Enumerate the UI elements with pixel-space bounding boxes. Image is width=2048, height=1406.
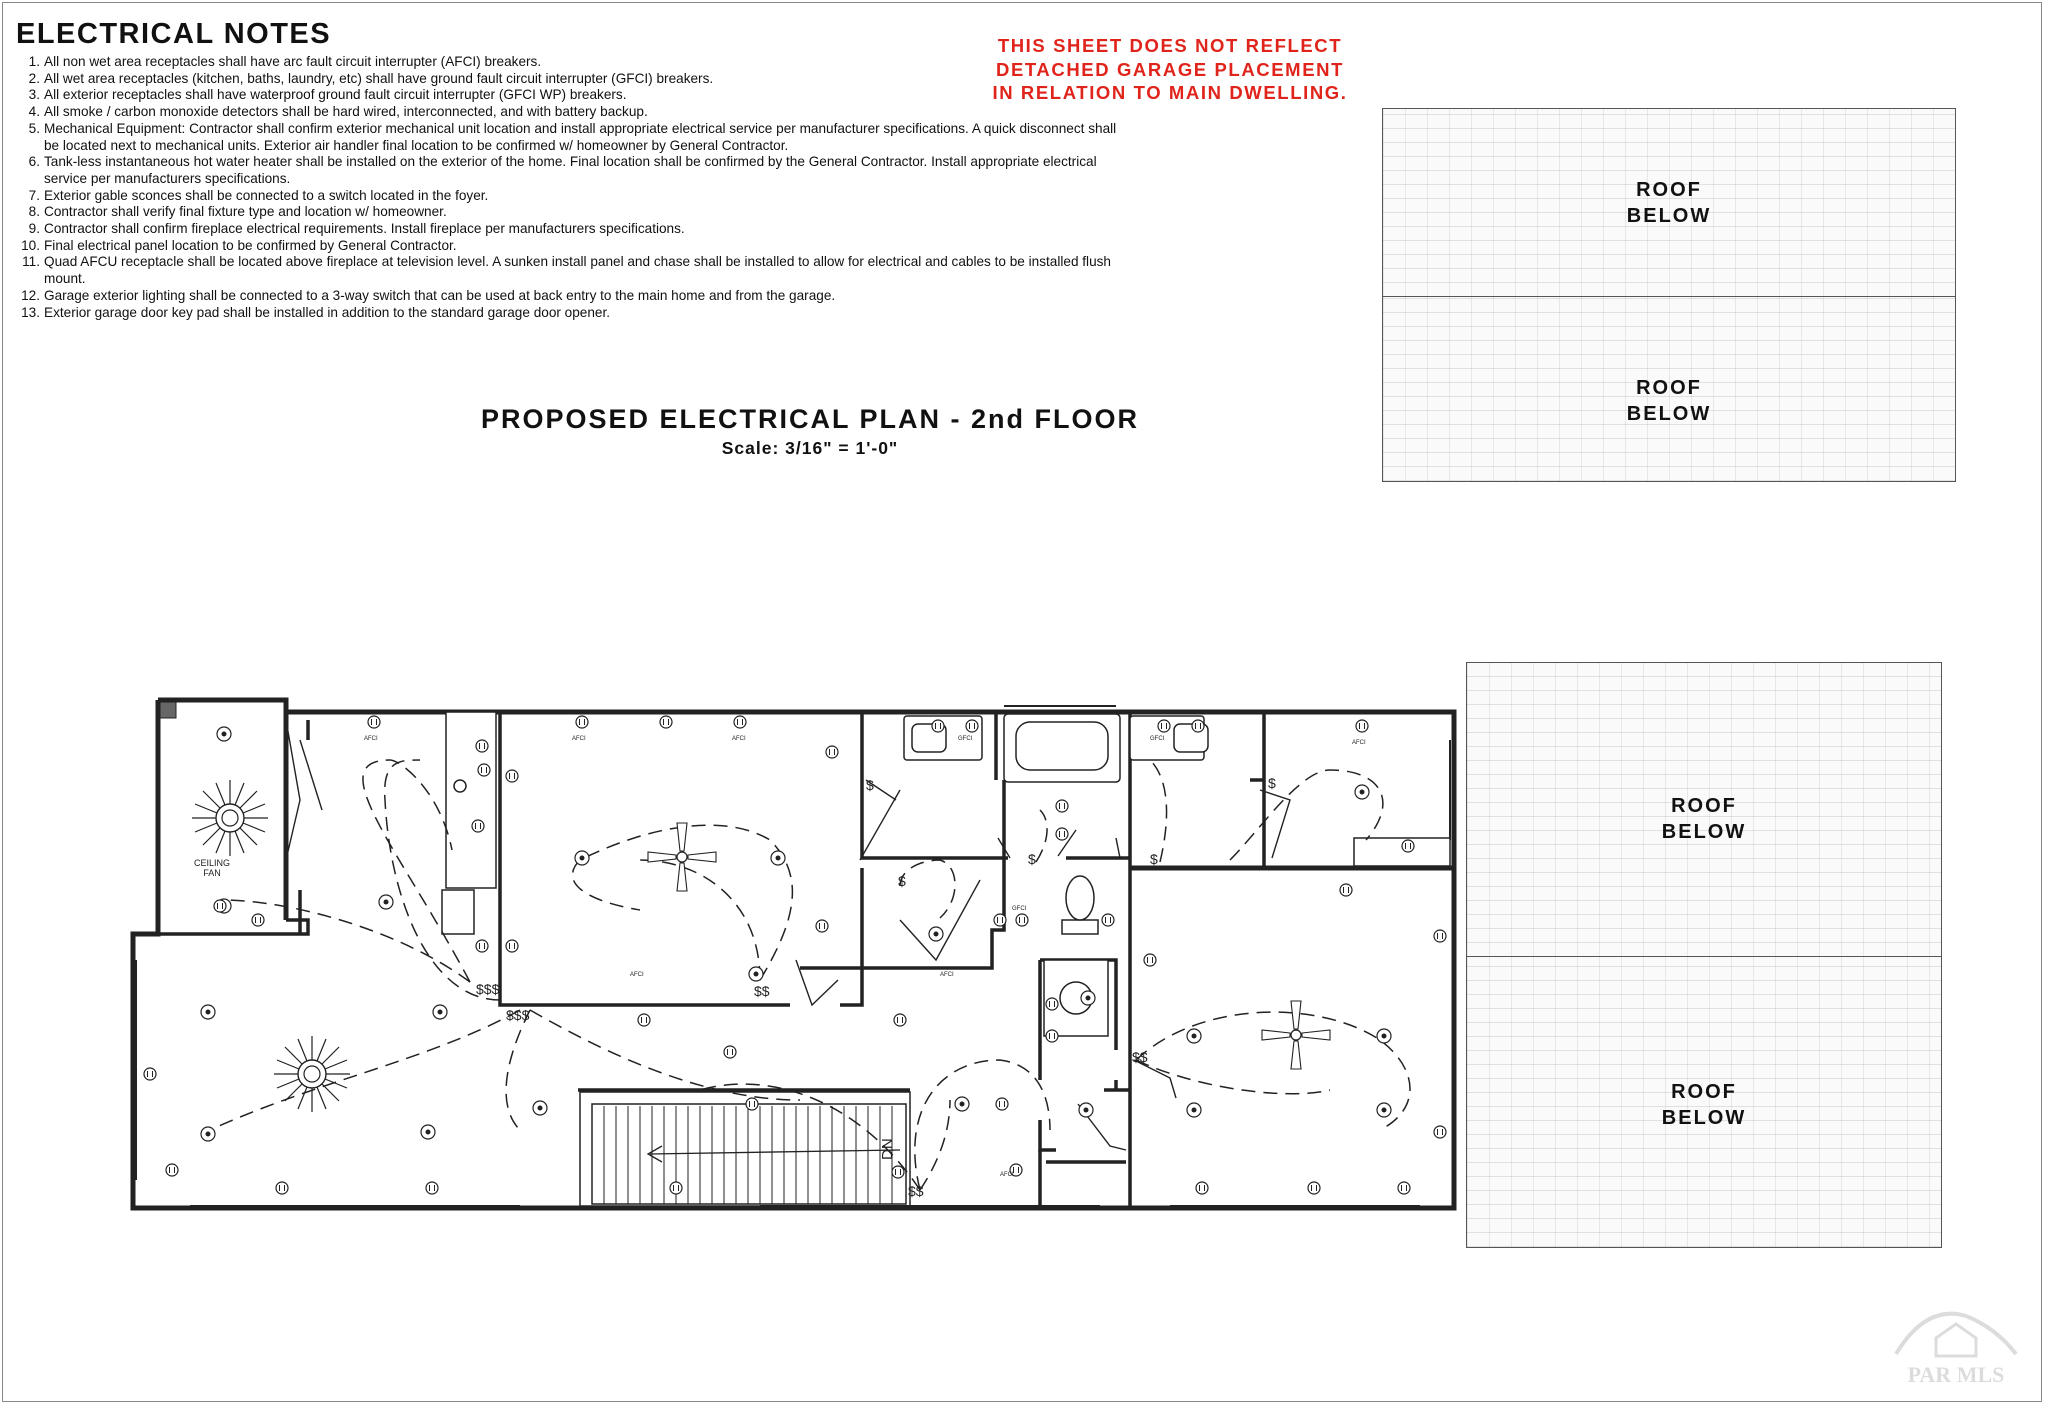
note-text: All wet area receptacles (kitchen, baths, laundry, etc) shall have ground fault circuit interrupter (GFCI) breakers. <box>44 70 714 86</box>
roof-below-label: ROOF BELOW <box>1661 1081 1747 1129</box>
ceiling-fan-label: FAN <box>203 868 221 878</box>
ceiling-fan-icon <box>274 1036 350 1112</box>
afci-label: AFCI <box>364 736 378 742</box>
note-number: 10. <box>21 237 40 253</box>
plan-title: PROPOSED ELECTRICAL PLAN - 2nd FLOOR <box>480 404 1140 434</box>
light-fixtures <box>201 727 1391 1141</box>
note-text: Garage exterior lighting shall be connected to a 3-way switch that can be used at back entry to the main home and from the garage. <box>44 287 836 303</box>
note-text: Exterior gable sconces shall be connected to a switch located in the foyer. <box>44 187 489 203</box>
stair-arrow <box>648 1146 900 1162</box>
afci-label: AFCI <box>732 736 746 742</box>
roof-below-label: ROOF BELOW <box>1661 795 1747 843</box>
roof-below-label: ROOF BELOW <box>1626 377 1712 425</box>
afci-label: AFCI <box>1352 740 1366 746</box>
note-text: Contractor shall verify final fixture type and location w/ homeowner. <box>44 204 447 220</box>
warning-line: DETACHED GARAGE PLACEMENT <box>996 58 1344 80</box>
wiring-runs <box>210 760 1410 1190</box>
switch-label: $ <box>1150 851 1158 867</box>
note-number: 3. <box>28 87 40 103</box>
roof-below-label: ROOF BELOW <box>1626 179 1712 227</box>
note-text: All exterior receptacles shall have waterproof ground fault circuit interrupter (GFCI WP) breakers. <box>44 87 627 103</box>
note-number: 1. <box>28 54 40 69</box>
note-number: 6. <box>28 154 40 170</box>
afci-label: AFCI <box>630 972 644 978</box>
ceiling-fan-icon <box>648 823 716 891</box>
afci-label: AFCI <box>572 736 586 742</box>
switch-label: $$ <box>1132 1049 1148 1065</box>
stair <box>580 1092 910 1206</box>
door-swings <box>286 720 1290 1150</box>
note-number: 7. <box>28 187 40 203</box>
exterior-walls <box>133 700 1454 1208</box>
note-number: 9. <box>28 221 40 237</box>
note-number: 2. <box>28 70 40 86</box>
ceiling-fan-icon <box>192 780 268 856</box>
warning-line: IN RELATION TO MAIN DWELLING. <box>992 82 1348 103</box>
switch-label: $ <box>866 777 874 793</box>
stair-treads <box>604 1106 892 1204</box>
switch-label: $$$ <box>476 981 500 997</box>
switch-label: $ <box>1028 851 1036 867</box>
note-text: Exterior garage door key pad shall be installed in addition to the standard garage door opener. <box>44 304 611 320</box>
note-text: Mechanical Equipment: Contractor shall confirm exterior mechanical unit location and install appropriate electrical service per manufacturer specifications. A quick disconnect shall be located next to mechanical units. Exterior air handler final location to be confirmed w/ homeowner by General Contractor. <box>44 120 1117 153</box>
switch-label: $$ <box>754 983 770 999</box>
switch-label: $ <box>1268 775 1276 791</box>
note-number: 5. <box>28 120 40 136</box>
note-text: Final electrical panel location to be confirmed by General Contractor. <box>44 237 457 253</box>
note-number: 13. <box>21 304 40 320</box>
watermark-text: PAR MLS <box>1907 1362 2005 1387</box>
gfci-label: GFCI <box>1012 906 1027 912</box>
afci-label: AFCI <box>940 972 954 978</box>
switch-label: $ <box>898 873 906 889</box>
note-text: All non wet area receptacles shall have arc fault circuit interrupter (AFCI) breakers. <box>44 54 542 69</box>
note-number: 4. <box>28 104 40 120</box>
afci-label: AFCI <box>1000 1172 1014 1178</box>
ceiling-fan-icon <box>1262 1001 1330 1069</box>
ceiling-fan-label: CEILING <box>193 858 231 868</box>
gfci-label: GFCI <box>958 736 973 742</box>
note-text: Quad AFCU receptacle shall be located above fireplace at television level. A sunken install panel and chase shall be installed to allow for electrical and cables to be installed flush mount. <box>44 254 1111 287</box>
chimney-corner <box>160 702 176 718</box>
note-number: 12. <box>21 287 40 303</box>
switch-label: $$$ <box>506 1007 530 1023</box>
note-text: Tank-less instantaneous hot water heater shall be installed on the exterior of the home. Final location shall be confirmed by the General Contractor. Install appropriate electrical service per manufacturers specifications. <box>44 154 1097 186</box>
switch-label: $$ <box>908 1183 924 1199</box>
electrical-notes-title: ELECTRICAL NOTES <box>16 18 332 50</box>
note-number: 11. <box>22 254 40 270</box>
note-number: 8. <box>28 204 40 220</box>
note-text: All smoke / carbon monoxide detectors shall be hard wired, interconnected, and with battery backup. <box>44 104 648 120</box>
note-text: Contractor shall confirm fireplace electrical requirements. Install fireplace per manufacturers specifications. <box>44 221 685 237</box>
warning-line: THIS SHEET DOES NOT REFLECT <box>997 35 1343 56</box>
stair-down-label: DN <box>879 1138 896 1160</box>
receptacles <box>144 716 1446 1194</box>
plan-scale: Scale: 3/16" = 1'-0" <box>721 438 899 458</box>
mls-watermark <box>1876 1294 2036 1394</box>
bath-fixtures <box>442 712 1450 1036</box>
gfci-label: GFCI <box>1150 736 1165 742</box>
